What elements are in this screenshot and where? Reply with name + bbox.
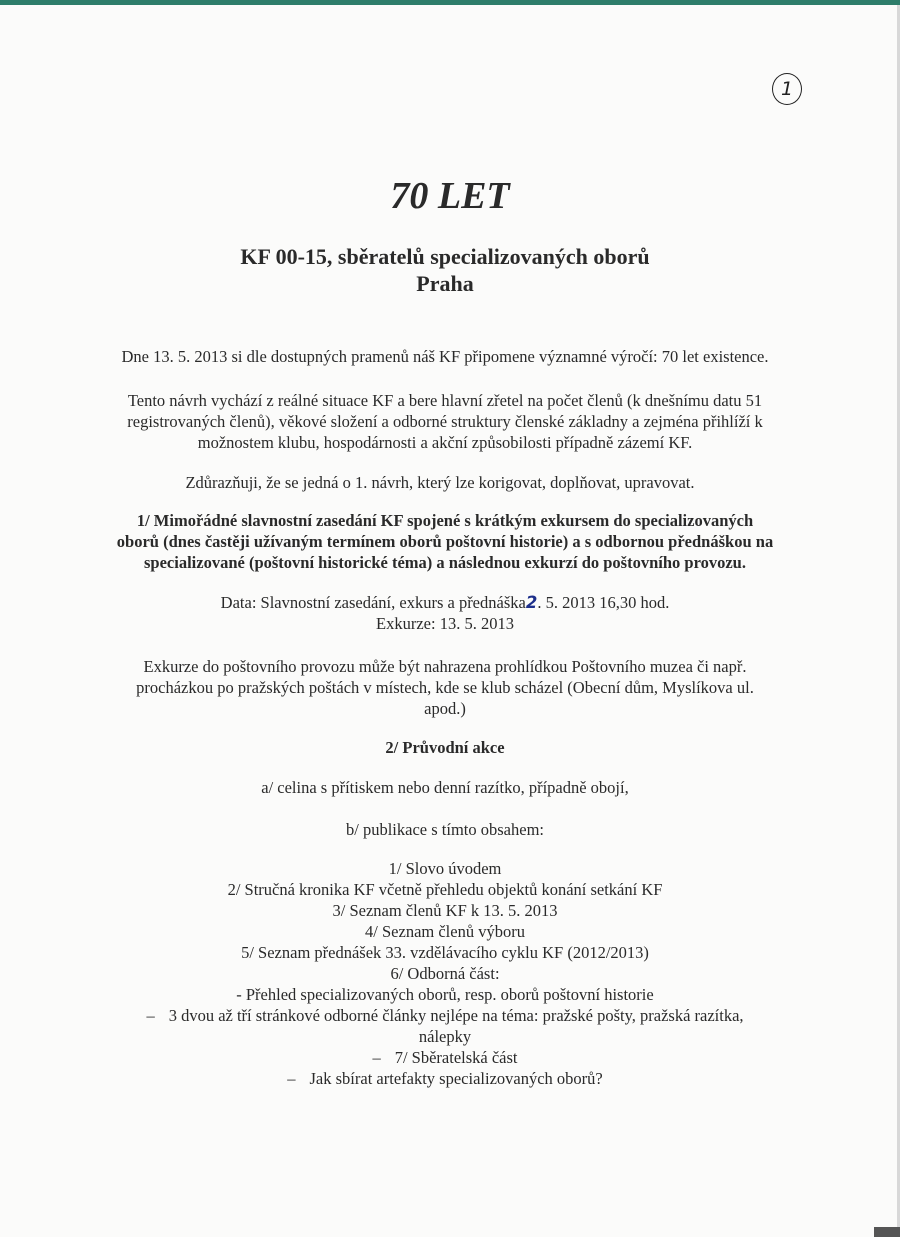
handwritten-page-number: 1: [772, 73, 802, 105]
list-dash: –: [287, 1069, 296, 1088]
section-1-line-2: oborů (dnes častěji užívaným termínem oborů poštovní historie) a s odbornou přednáškou na: [116, 532, 774, 551]
list-item-9-text: 7/ Sběratelská část: [394, 1048, 518, 1067]
dates-line-1: [0, 592, 890, 613]
list-item-9: [0, 1047, 890, 1068]
list-item-6: 6/ Odborná část:: [390, 964, 500, 983]
subtitle-line-2: Praha: [416, 271, 474, 296]
section-1-line-3: specializované (poštovní historické téma) a následnou exkurzí do poštovního provozu.: [144, 553, 746, 572]
item-b: b/ publikace s tímto obsahem:: [346, 820, 544, 839]
note-paragraph: Zdůrazňuji, že se jedná o 1. návrh, který lze korigovat, doplňovat, upravovat.: [185, 473, 695, 492]
section-2-heading: 2/ Průvodní akce: [385, 738, 505, 757]
list-item-8-text: 3 dvou až tří stránkové odborné články nejlépe na téma: pražské pošty, pražská razítka,: [168, 1006, 744, 1025]
proposal-line-3: možnostem klubu, hospodárnosti a akční způsobilosti případně zázemí KF.: [197, 433, 693, 452]
list-item-10-text: Jak sbírat artefakty specializovaných oborů?: [309, 1069, 603, 1088]
dates-line-2: Exkurze: 13. 5. 2013: [376, 614, 514, 633]
dates-rest: . 5. 2013 16,30 hod.: [537, 593, 670, 612]
list-item-1: 1/ Slovo úvodem: [388, 859, 502, 878]
list-item-8: [0, 1005, 890, 1026]
intro-paragraph: Dne 13. 5. 2013 si dle dostupných pramenů náš KF připomene významné výročí: 70 let existence.: [121, 347, 769, 366]
excursion-line-3: apod.): [424, 699, 466, 718]
proposal-line-2: registrovaných členů), věkové složení a odborné struktury členské základny a zejména přihlíží k: [127, 412, 763, 431]
list-item-8-continuation: nálepky: [418, 1027, 472, 1046]
list-item-10: [0, 1068, 890, 1089]
dates-label: Data: Slavnostní zasedání, exkurs a přednáška: [220, 593, 526, 612]
list-item-7: - Přehled specializovaných oborů, resp. oborů poštovní historie: [236, 985, 654, 1004]
proposal-line-1: Tento návrh vychází z reálné situace KF a bere hlavní zřetel na počet členů (k dnešnímu datu 51: [127, 391, 763, 410]
document-subtitle: [0, 243, 890, 297]
scan-corner-mark: [874, 1227, 900, 1237]
page-top-edge: [0, 0, 900, 5]
contents-list: [0, 858, 890, 1089]
list-item-3: 3/ Seznam členů KF k 13. 5. 2013: [332, 901, 558, 920]
list-dash: –: [372, 1048, 381, 1067]
excursion-line-1: Exkurze do poštovního provozu může být nahrazena prohlídkou Poštovního muzea či např.: [143, 657, 747, 676]
list-item-4: 4/ Seznam členů výboru: [365, 922, 525, 941]
list-dash: –: [146, 1006, 155, 1025]
list-item-5: 5/ Seznam přednášek 33. vzdělávacího cyklu KF (2012/2013): [241, 943, 649, 962]
list-item-2: 2/ Stručná kronika KF včetně přehledu objektů konání setkání KF: [227, 880, 663, 899]
subtitle-line-1: KF 00-15, sběratelů specializovaných oborů: [240, 244, 650, 269]
handwritten-day: 2: [525, 593, 538, 612]
dates-block: [0, 592, 890, 634]
proposal-paragraph: [0, 390, 890, 453]
item-a: a/ celina s přítiskem nebo denní razítko, případně obojí,: [261, 778, 629, 797]
excursion-line-2: procházkou po pražských poštách v místech, kde se klub scházel (Obecní dům, Myslíkova ul.: [136, 678, 754, 697]
section-1-line-1: 1/ Mimořádné slavnostní zasedání KF spojené s krátkým exkursem do specializovaných: [136, 511, 754, 530]
section-1-heading: [0, 510, 890, 573]
document-title: 70 LET: [390, 175, 510, 217]
excursion-paragraph: [0, 656, 890, 719]
